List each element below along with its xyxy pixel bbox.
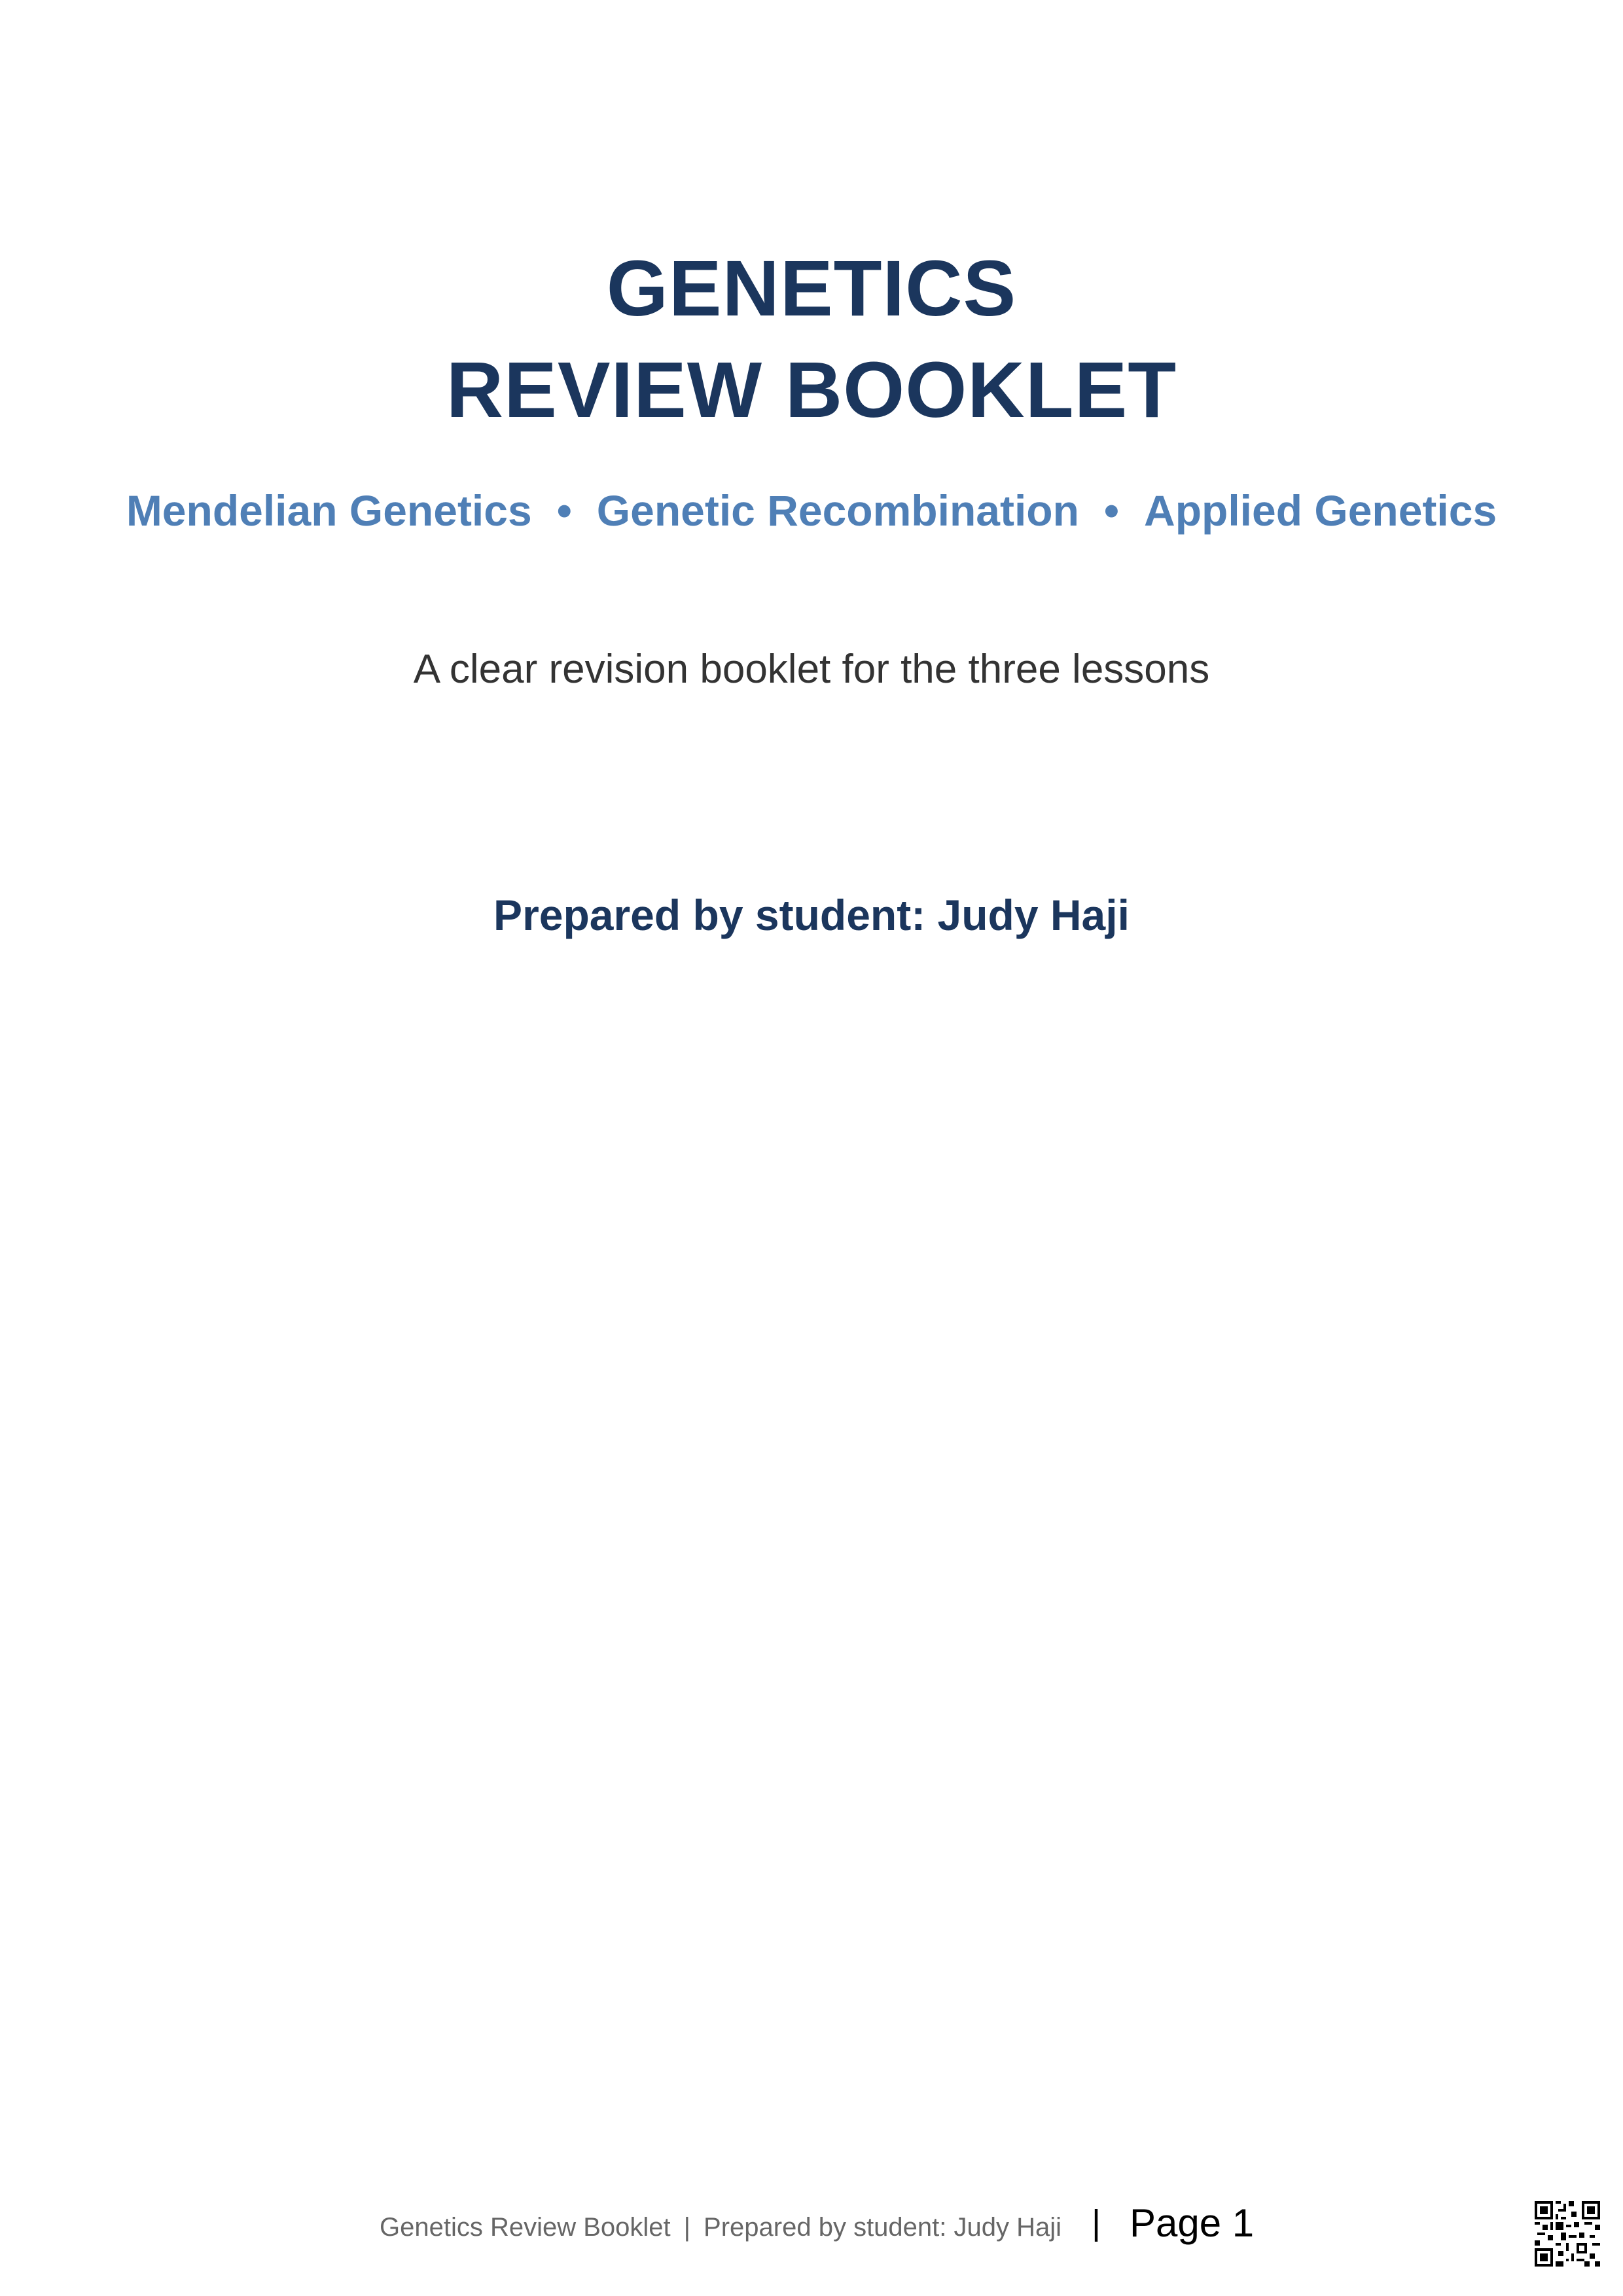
topic-separator: • [556,486,572,535]
topics-line [0,484,1623,537]
footer-booklet-name: Genetics Review Booklet [380,2213,671,2242]
footer-prepared-by: Prepared by student: Judy Haji [704,2213,1062,2242]
prepared-by: Prepared by student: Judy Haji [493,891,1130,939]
footer-separator: | [683,2213,691,2242]
qr-code-icon [1535,2201,1600,2267]
footer-bar: | [1092,2203,1101,2242]
subtitle: A clear revision booklet for the three lessons [413,647,1210,692]
page-number: Page 1 [1130,2201,1255,2245]
topic-applied-genetics: Applied Genetics [1144,486,1497,535]
topic-genetic-recombination: Genetic Recombination [596,486,1079,535]
topic-mendelian-genetics: Mendelian Genetics [126,486,532,535]
footer-text [380,2211,1061,2244]
topic-separator: • [1103,486,1120,535]
page-footer [0,2193,1623,2251]
title-line-2: REVIEW BOOKLET [446,345,1177,434]
title-line-1: GENETICS [606,243,1017,332]
